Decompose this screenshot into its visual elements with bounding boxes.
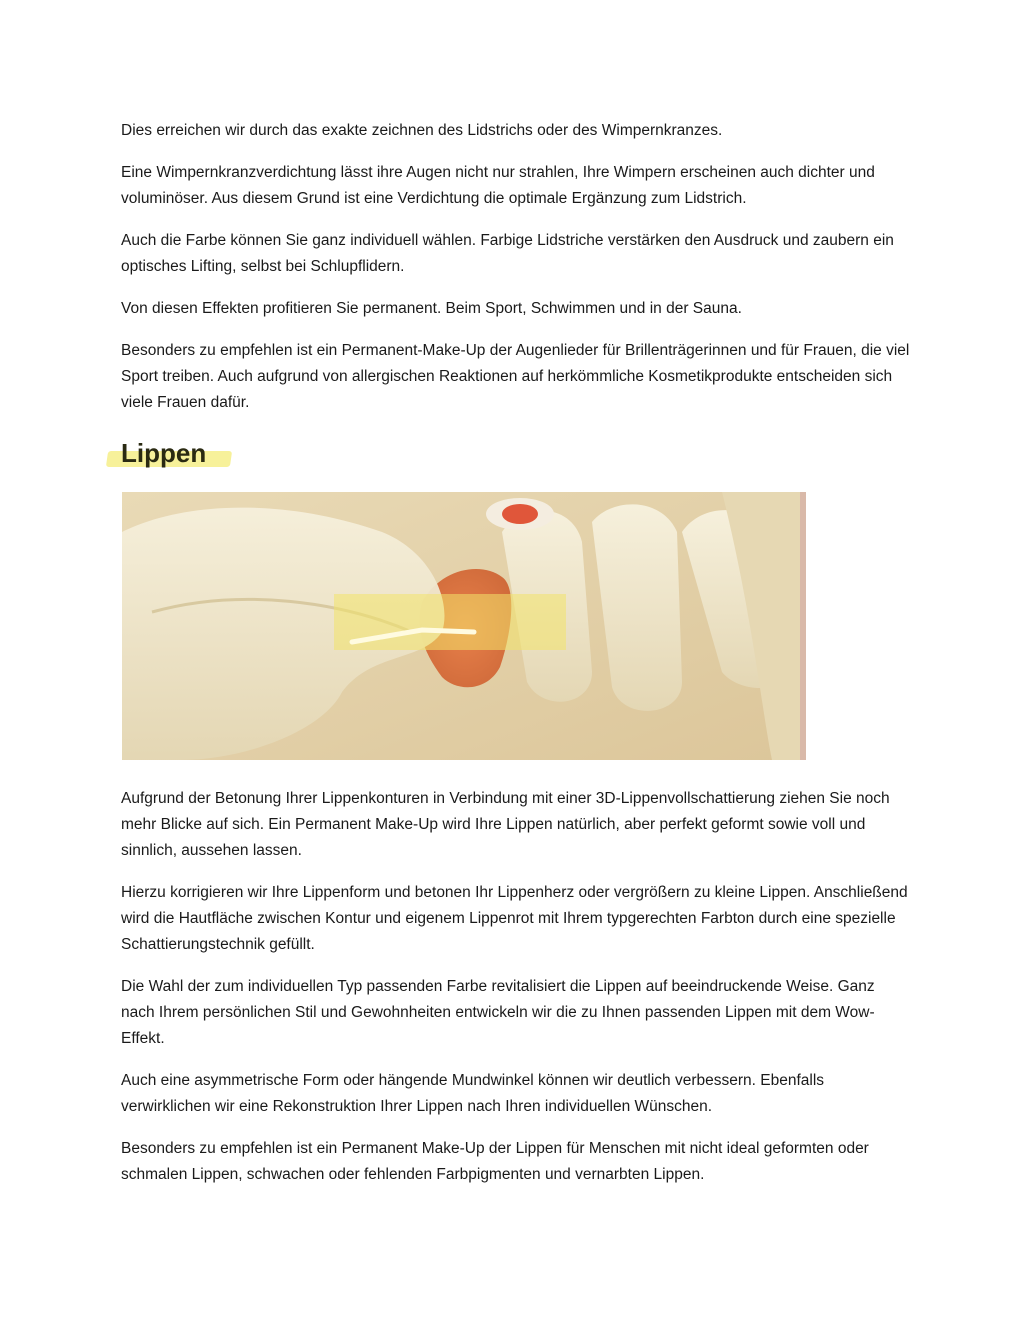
lip-treatment-photo xyxy=(122,492,806,760)
intro-paragraph-1: Dies erreichen wir durch das exakte zeichnen des Lidstrichs oder des Wimpernkranzes. xyxy=(121,122,723,139)
lip-paragraph-1: Aufgrund der Betonung Ihrer Lippenkonturen in Verbindung mit einer 3D-Lippenvollschattierung ziehen Sie noch mehr Blicke auf sich. Ein Permanent Make-Up wird Ihre Lippen natürlich, aber perfekt geformt sowie voll und sinnlich, aussehen lassen. xyxy=(121,790,890,859)
section-heading-block xyxy=(121,436,911,470)
intro-paragraph-4: Von diesen Effekten profitieren Sie permanent. Beim Sport, Schwimmen und in der Sauna. xyxy=(121,300,742,317)
lip-treatment-illustration xyxy=(122,492,806,760)
intro-paragraph-2: Eine Wimpernkranzverdichtung lässt ihre Augen nicht nur strahlen, Ihre Wimpern erscheinen auch dichter und voluminöser. Aus diesem Grund ist eine Verdichtung die optimale Ergänzung zum Lidstrich. xyxy=(121,164,875,207)
lip-paragraph-3: Die Wahl der zum individuellen Typ passenden Farbe revitalisiert die Lippen auf beeindruckende Weise. Ganz nach Ihrem persönlichen Stil und Gewohnheiten entwickeln wir die zu Ihnen passenden Lippen mit dem Wow-Effekt. xyxy=(121,978,875,1047)
lip-paragraph-2: Hierzu korrigieren wir Ihre Lippenform und betonen Ihr Lippenherz oder vergrößern zu kleine Lippen. Anschließend wird die Hautfläche zwischen Kontur und eigenem Lippenrot mit Ihrem typgerechten Farbton durch eine spezielle Schattierungstechnik gefüllt. xyxy=(121,884,908,953)
photo-right-border xyxy=(800,492,806,760)
intro-paragraph-3: Auch die Farbe können Sie ganz individuell wählen. Farbige Lidstriche verstärken den Ausdruck und zaubern ein optisches Lifting, selbst bei Schlupflidern. xyxy=(121,232,894,275)
section-heading-lippen: Lippen xyxy=(121,438,207,468)
document-page xyxy=(121,118,911,1204)
lip-paragraph-4: Auch eine asymmetrische Form oder hängende Mundwinkel können wir deutlich verbessern. Ebenfalls verwirklichen wir eine Rekonstruktion Ihrer Lippen nach Ihren individuellen Wünschen. xyxy=(121,1072,825,1115)
pigment-color xyxy=(502,504,538,524)
lip-paragraph-5: Besonders zu empfehlen ist ein Permanent Make-Up der Lippen für Menschen mit nicht ideal geformten oder schmalen Lippen, schwachen oder fehlenden Farbpigmenten und vernarbten Lippen. xyxy=(121,1140,869,1183)
intro-paragraph-5: Besonders zu empfehlen ist ein Permanent-Make-Up der Augenlieder für Brillenträgerinnen und für Frauen, die viel Sport treiben. Auch aufgrund von allergischen Reaktionen auf herkömmliche Kosmetikprodukte entscheiden sich viele Frauen dafür. xyxy=(121,342,910,411)
